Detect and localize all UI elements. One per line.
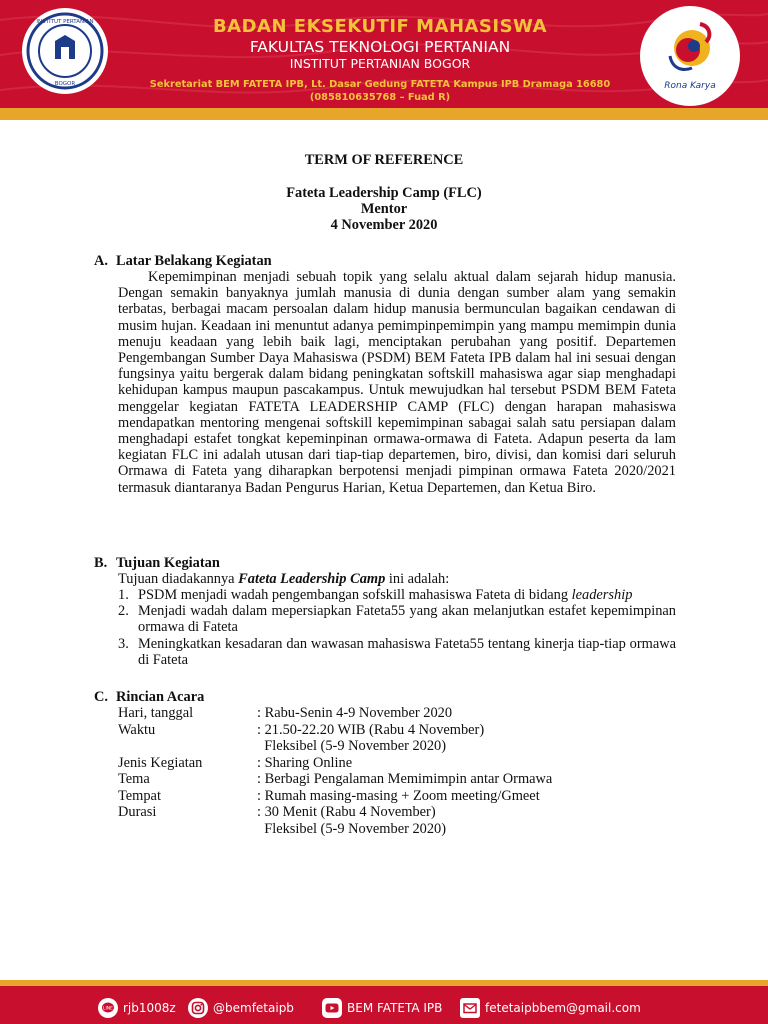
- goal-item: [118, 603, 676, 635]
- event-name: Fateta Leadership Camp (FLC): [286, 185, 482, 201]
- organization-title: BADAN EKSEKUTIF MAHASISWA: [212, 16, 548, 37]
- section-b-letter: B.: [94, 555, 108, 571]
- footer-line[interactable]: [98, 996, 176, 1020]
- goal-text: PSDM menjadi wadah pengembangan sofskill mahasiswa Fateta di bidang: [138, 587, 572, 603]
- header-gold-band: [0, 108, 768, 120]
- detail-label: Durasi: [118, 804, 157, 820]
- goal-number: 2.: [118, 603, 129, 620]
- event-subtitle: Mentor: [360, 201, 408, 218]
- goal-text: Menjadi wadah dalam mepersiapkan Fateta55 yang akan melanjutkan estafet kepemimpinan ormawa di Fateta: [138, 603, 676, 636]
- detail-label: Tema: [118, 771, 150, 787]
- email-address: fetetaipbbem@gmail.com: [485, 1001, 641, 1015]
- footer-gold-band: [0, 980, 768, 986]
- section-a-heading: [94, 253, 272, 269]
- detail-value: : Berbagi Pengalaman Memimimpin antar Ormawa: [257, 771, 553, 787]
- event-heading: [0, 185, 768, 234]
- goals-intro-after: ini adalah:: [385, 571, 450, 587]
- section-c-heading: [94, 689, 204, 705]
- detail-value: : 21.50-22.20 WIB (Rabu 4 November): [257, 721, 485, 738]
- goal-number: 1.: [118, 587, 129, 603]
- rona-karya-logo: [640, 6, 740, 106]
- institute-name: INSTITUT PERTANIAN BOGOR: [289, 56, 471, 71]
- event-date: 4 November 2020: [330, 217, 438, 234]
- contact-line: (085810635768 – Fuad R): [309, 92, 451, 103]
- detail-value: Fleksibel (5-9 November 2020): [257, 738, 447, 754]
- svg-text:BOGOR: BOGOR: [54, 81, 76, 87]
- line-icon: [98, 998, 118, 1018]
- detail-value: Fleksibel (5-9 November 2020): [257, 820, 447, 837]
- email-icon: [460, 998, 480, 1018]
- instagram-handle: @bemfetaipb: [213, 1001, 294, 1015]
- section-c-title: Rincian Acara: [116, 689, 205, 705]
- svg-text:Rona Karya: Rona Karya: [664, 81, 716, 91]
- faculty-name: FAKULTAS TEKNOLOGI PERTANIAN: [249, 38, 511, 56]
- footer-contacts: [0, 996, 768, 1020]
- goal-number: 3.: [118, 635, 129, 652]
- goals-list: [118, 587, 676, 668]
- goal-item: [118, 636, 676, 668]
- letterhead: [0, 0, 768, 120]
- secretariat-address: [130, 78, 630, 104]
- doc-title: TERM OF REFERENCE: [304, 152, 464, 168]
- detail-label: Waktu: [118, 721, 156, 738]
- detail-value: : 30 Menit (Rabu 4 November): [257, 804, 436, 820]
- instagram-icon: [188, 998, 208, 1018]
- section-a-title: Latar Belakang Kegiatan: [116, 253, 272, 269]
- address-line: Sekretariat BEM FATETA IPB, Lt. Dasar Gedung FATETA Kampus IPB Dramaga 16680: [149, 79, 611, 90]
- goal-text: Meningkatkan kesadaran dan wawasan mahasiswa Fateta55 tentang kinerja tiap-tiap ormawa di Fateta: [138, 635, 676, 668]
- detail-value: : Rabu-Senin 4-9 November 2020: [257, 705, 453, 721]
- youtube-channel: BEM FATETA IPB: [347, 1001, 443, 1015]
- goals-intro: [118, 571, 449, 587]
- detail-label: Hari, tanggal: [118, 705, 194, 721]
- youtube-icon: [322, 998, 342, 1018]
- footer-email[interactable]: [460, 996, 641, 1020]
- footer-youtube[interactable]: [322, 996, 442, 1020]
- detail-value: : Sharing Online: [257, 754, 353, 771]
- detail-value: : Rumah masing-masing + Zoom meeting/Gmeet: [257, 787, 540, 804]
- detail-label: Jenis Kegiatan: [118, 754, 203, 771]
- section-b-title: Tujuan Kegiatan: [116, 555, 220, 571]
- detail-label: Tempat: [118, 787, 161, 804]
- goals-intro-emphasis: Fateta Leadership Camp: [238, 571, 386, 587]
- background-text: Kepemimpinan menjadi sebuah topik yang selalu aktual dalam sejarah hidup manusia. Dengan semakin banyaknya jumlah manusia di dunia dengan sumber alam yang semakin terbatas, berbagai macam persoalan dalam hidup manusia bermunculan bagaikan cendawan di musim hujan. Keadaan ini menuntut adanya pemimpinpemimpin yang mampu memimpin dunia menuju keadaan yang lebih baik lagi, menciptakan perubahan yang positif. Departemen Pengembangan Sumber Daya Mahasiswa (PSDM) BEM Fateta IPB dalam hal ini sesuai dengan fungsinya yaitu bergerak dalam bidang peningkatan softskill mahasiswa agar siap menghadapi kehidupan kampus maupun pascakampus. Untuk mewujudkan hal tersebut PSDM BEM Fateta menggelar kegiatan FATETA LEADERSHIP CAMP (FLC) dengan harapan mahasiswa mendapatkan mentoring mengenai softskill kepemimpinan sabagai salah satu persiapan dalam menghadapi estafet tongkat kepeminpinan ormawa-ormawa di Fateta. Adapun peserta da lam kegiatan FLC ini adalah utusan dari tiap-tiap departemen, biro, divisi, dan komisi dari seluruh Ormawa di Fateta yang diharapkan berpotensi menjadi pimpinan ormawa Fateta 2020/2021 termasuk diantaranya Badan Pengurus Harian, Ketua Departemen, dan Ketua Biro.: [118, 269, 676, 496]
- background-paragraph: [118, 269, 676, 496]
- footer-instagram[interactable]: [188, 996, 294, 1020]
- section-b-heading: [94, 555, 220, 571]
- svg-text:LINE: LINE: [102, 1006, 114, 1012]
- goal-emphasis: leadership: [571, 587, 633, 603]
- svg-text:INSTITUT PERTANIAN: INSTITUT PERTANIAN: [36, 19, 94, 25]
- footer-bar: [0, 980, 768, 1024]
- section-c-letter: C.: [94, 689, 108, 705]
- section-a-letter: A.: [94, 253, 108, 269]
- goal-item: [118, 587, 676, 603]
- ipb-logo: [22, 8, 108, 94]
- goals-intro-before: Tujuan diadakannya: [118, 571, 239, 587]
- line-id: rjb1008z: [123, 1001, 176, 1015]
